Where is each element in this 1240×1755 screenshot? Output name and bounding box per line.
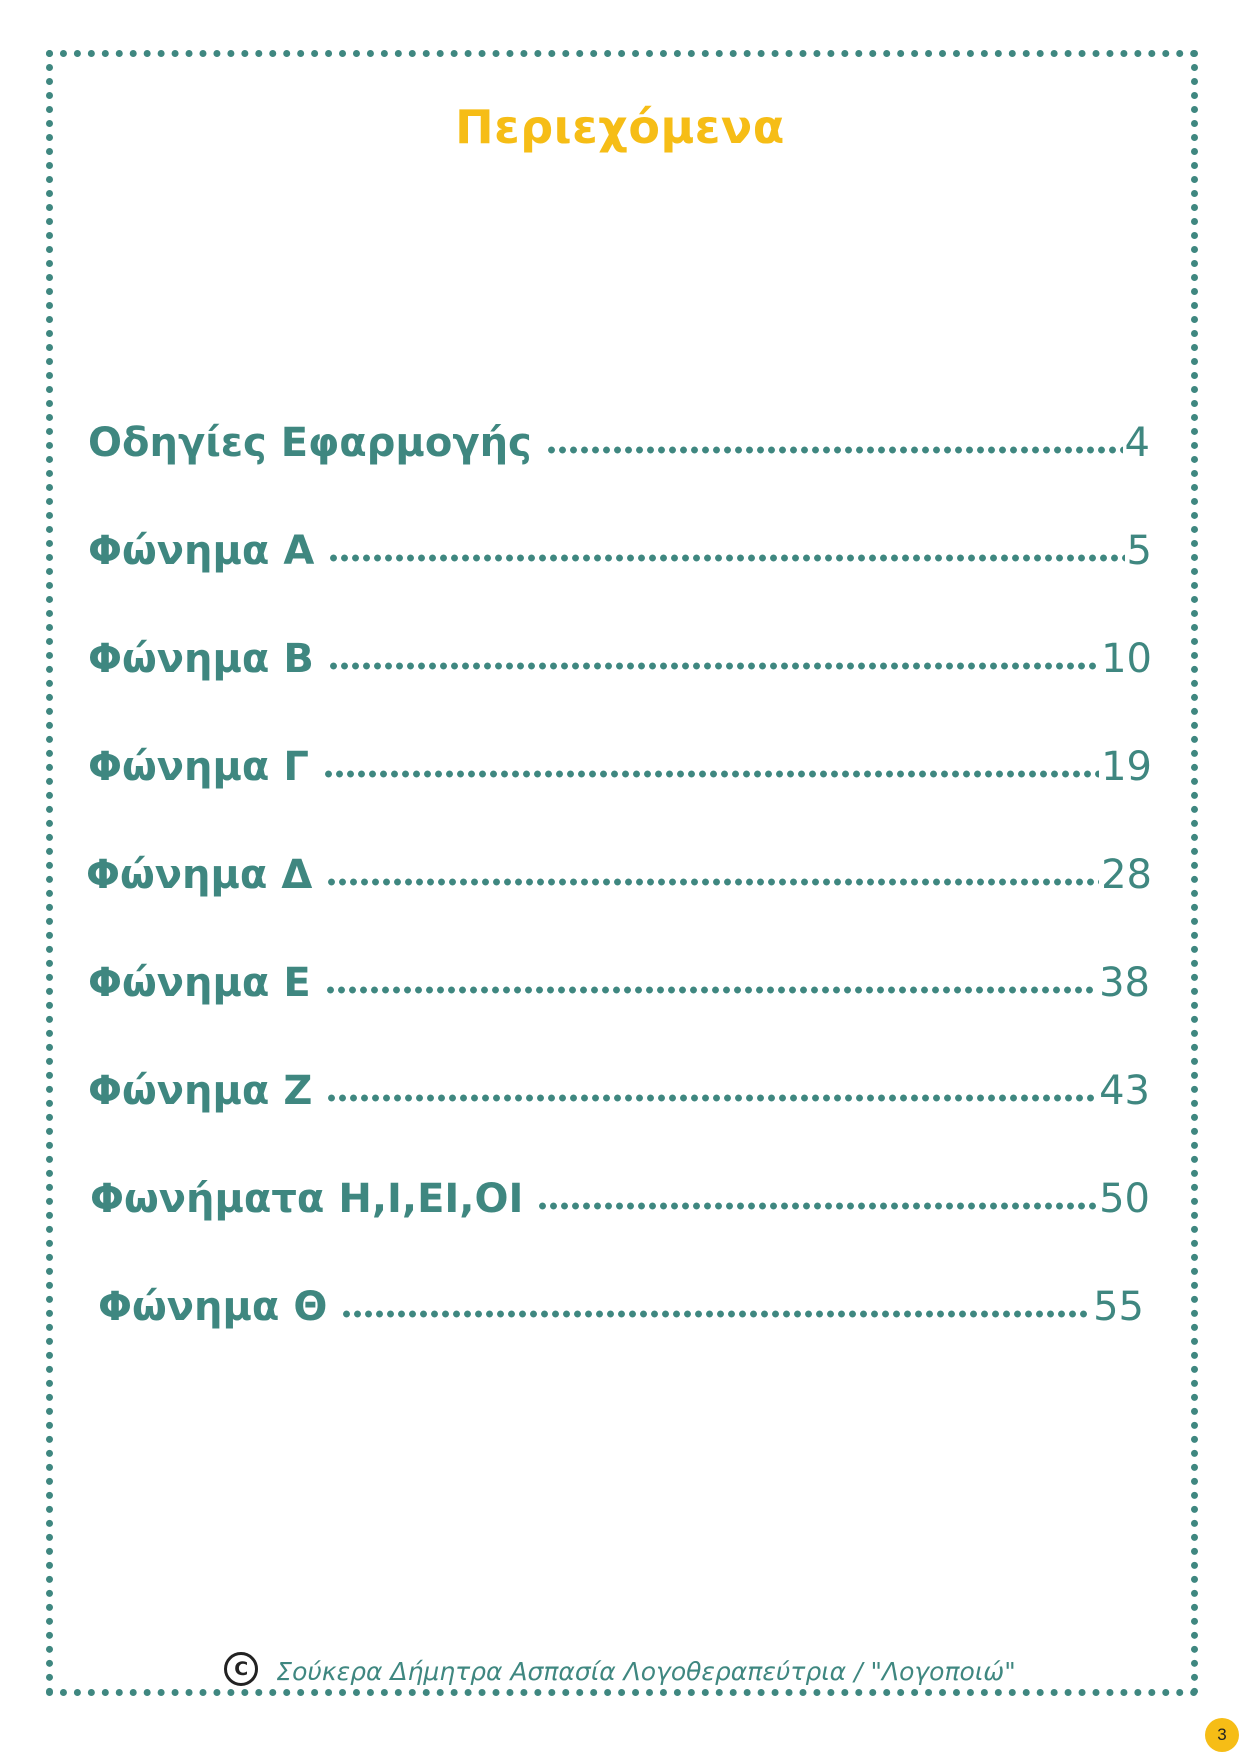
toc-entry-label: Φώνημα Θ <box>98 1284 328 1330</box>
toc-entry-label: Φώνημα Β <box>88 636 314 682</box>
toc-entry-page: 5 <box>1126 528 1152 574</box>
dot-leader <box>325 986 1097 994</box>
dot-leader <box>341 1310 1091 1318</box>
toc-entry[interactable] <box>86 852 1152 898</box>
toc-entry-label: Φώνημα Δ <box>86 852 313 898</box>
dot-leader <box>323 770 1099 778</box>
toc-entry-page: 55 <box>1093 1284 1144 1330</box>
toc-entry[interactable] <box>88 1068 1150 1114</box>
toc-entry[interactable] <box>88 420 1150 466</box>
toc-entry-label: Φώνημα Ζ <box>88 1068 313 1114</box>
toc-entry-page: 50 <box>1099 1176 1150 1222</box>
toc-entry-label: Οδηγίες Εφαρμογής <box>88 420 532 466</box>
toc-entry[interactable] <box>90 1176 1150 1222</box>
toc-entry[interactable] <box>98 1284 1144 1330</box>
footer-credit <box>0 1656 1240 1690</box>
toc-entry-page: 38 <box>1099 960 1150 1006</box>
copyright-icon: C <box>224 1652 258 1686</box>
toc-entry[interactable] <box>88 528 1152 574</box>
toc-entry-page: 28 <box>1101 852 1152 898</box>
page-number-badge: 3 <box>1205 1718 1239 1752</box>
toc-entry[interactable] <box>88 744 1152 790</box>
toc-entry-label: Φωνήματα Η,Ι,ΕΙ,ΟΙ <box>90 1176 524 1222</box>
footer-text: Σούκερα Δήμητρα Ασπασία Λογοθεραπεύτρια / "Λογοποιώ" <box>276 1657 1016 1686</box>
toc-entry[interactable] <box>88 636 1152 682</box>
toc-entry[interactable] <box>88 960 1150 1006</box>
toc-entry-page: 10 <box>1101 636 1152 682</box>
dot-leader <box>326 1094 1097 1102</box>
dot-leader <box>326 878 1099 886</box>
dot-leader <box>537 1202 1097 1210</box>
toc-entry-page: 4 <box>1124 420 1150 466</box>
toc-entry-label: Φώνημα Γ <box>88 744 309 790</box>
toc-entry-page: 19 <box>1101 744 1152 790</box>
toc-entry-label: Φώνημα Α <box>88 528 315 574</box>
dot-leader <box>328 662 1099 670</box>
toc-entry-page: 43 <box>1099 1068 1150 1114</box>
dot-leader <box>546 446 1123 454</box>
page-title: Περιεχόμενα <box>455 100 785 154</box>
toc-entry-label: Φώνημα Ε <box>88 960 311 1006</box>
dot-leader <box>328 554 1124 562</box>
